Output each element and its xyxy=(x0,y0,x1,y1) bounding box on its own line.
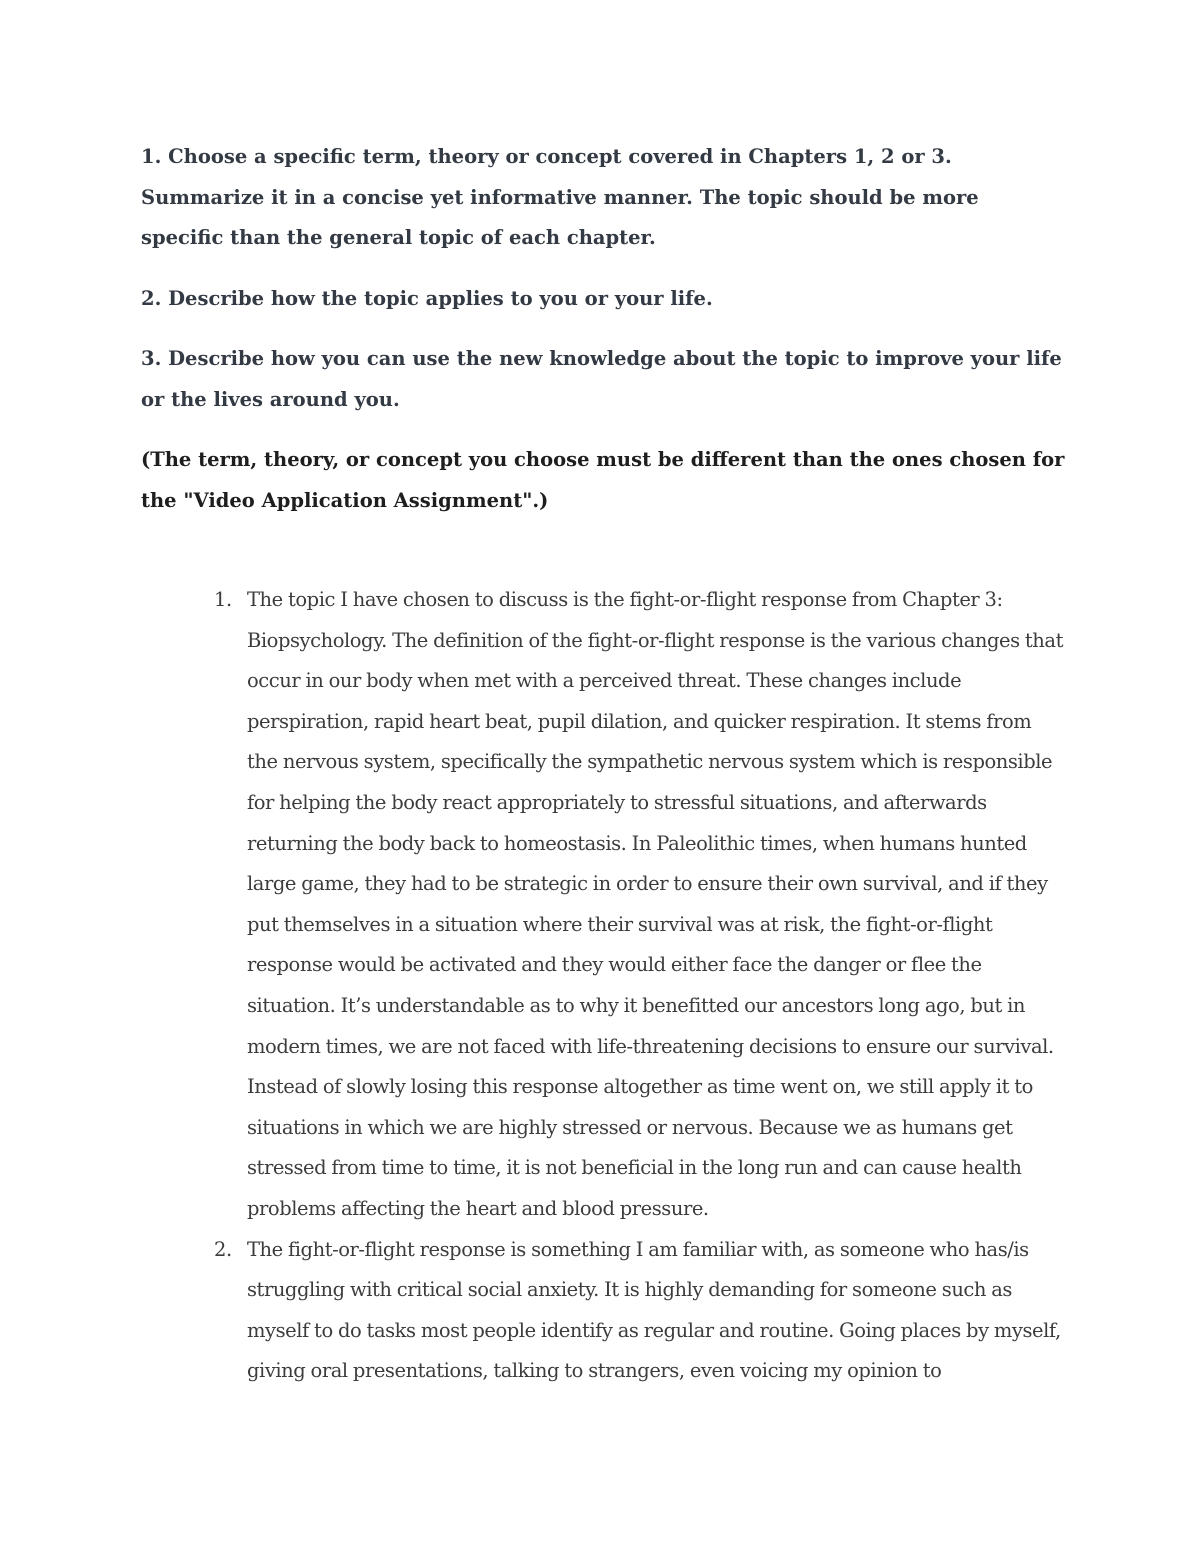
answer-item-2 xyxy=(141,1230,1066,1392)
answer-text: The topic I have chosen to discuss is the fight-or-flight response from Chapter 3: Biopsychology. The definition of the fight-or-flight response is the various changes that occur in our body when met with a perceived threat. These changes include perspiration, rapid heart beat, pupil dilation, and quicker respiration. It stems from the nervous system, specifically the sympathetic nervous system which is responsible for helping the body react appropriately to stressful situations, and afterwards returning the body back to homeostasis. In Paleolithic times, when humans hunted large game, they had to be strategic in order to ensure their own survival, and if they put themselves in a situation where their survival was at risk, the fight-or-flight response would be activated and they would either face the danger or flee the situation. It’s understandable as to why it benefitted our ancestors long ago, but in modern times, we are not faced with life-threatening decisions to ensure our survival. Instead of slowly losing this response altogether as time went on, we still apply it to situations in which we are highly stressed or nervous. Because we as humans get stressed from time to time, it is not beneficial in the long run and can cause health problems affecting the heart and blood pressure. xyxy=(247,588,1063,1220)
answer-number: 2. xyxy=(214,1237,232,1261)
answer-list xyxy=(141,580,1066,1392)
answer-text: The fight-or-flight response is something I am familiar with, as someone who has/is struggling with critical social anxiety. It is highly demanding for someone such as myself to do tasks most people identify as regular and routine. Going places by myself, giving oral presentations, talking to strangers, even voicing my opinion to xyxy=(247,1237,1061,1383)
prompt-3: 3. Describe how you can use the new knowledge about the topic to improve your life or the lives around you. xyxy=(141,347,1062,411)
prompt-1: 1. Choose a specific term, theory or concept covered in Chapters 1, 2 or 3. Summarize it in a concise yet informative manner. The topic should be more specific than the general topic of each chapter. xyxy=(141,145,979,249)
prompt-2: 2. Describe how the topic applies to you or your life. xyxy=(141,286,713,310)
assignment-prompts xyxy=(141,137,1066,541)
answer-item-1 xyxy=(141,580,1066,1230)
assignment-note: (The term, theory, or concept you choose must be different than the ones chosen for the "Video Application Assignment".) xyxy=(141,448,1065,512)
answer-number: 1. xyxy=(214,588,232,611)
